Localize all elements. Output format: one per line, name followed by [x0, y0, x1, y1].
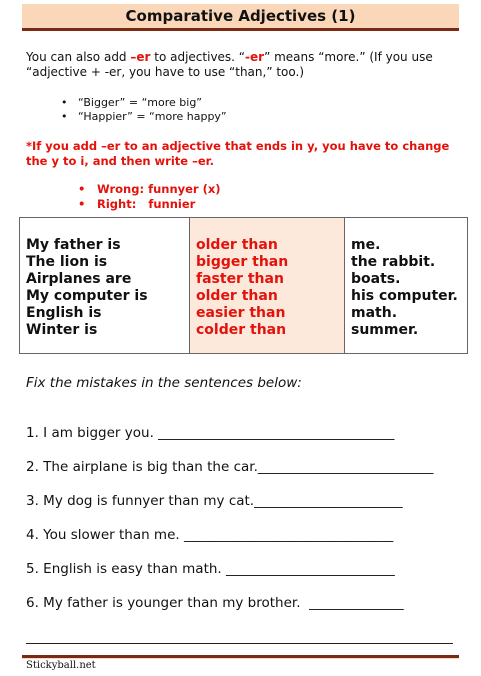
page-title: Comparative Adjectives (1) [22, 4, 459, 31]
exercise-item: 1. I am bigger you. ___________________________________ [26, 425, 395, 441]
table-cell: me. [351, 237, 381, 253]
wrong-example: • Wrong: funnyer (x) [97, 182, 221, 197]
exercise-item: 4. You slower than me. _______________________________ [26, 527, 394, 543]
table-cell: his computer. [351, 288, 458, 304]
table-cell: easier than [196, 305, 286, 321]
wrong-right-list [97, 182, 221, 212]
intro-text-1: You can also add [26, 50, 131, 64]
subject-column [20, 218, 190, 353]
comparative-column [190, 218, 345, 353]
table-cell: colder than [196, 322, 287, 338]
footer-divider [22, 655, 459, 659]
exercise-instruction: Fix the mistakes in the sentences below: [26, 375, 302, 391]
table-cell: bigger than [196, 254, 289, 270]
table-cell: faster than [196, 271, 284, 287]
table-cell: summer. [351, 322, 419, 338]
intro-text-2: to adjectives. “ [150, 50, 246, 64]
intro-er-1: –er [130, 50, 151, 64]
table-cell: boats. [351, 271, 401, 287]
table-cell: Winter is [26, 322, 98, 338]
intro-text-3: ” means “more.” (If you use “adjective + -er, you have to use “than,” too.) [26, 50, 433, 79]
answer-line [26, 643, 453, 644]
table-cell: English is [26, 305, 102, 321]
exercise-item: 5. English is easy than math. _________________________ [26, 561, 395, 577]
example-item: • “Happier” = “more happy” [78, 110, 227, 124]
intro-paragraph [26, 50, 456, 80]
exercise-item: 2. The airplane is big than the car.__________________________ [26, 459, 434, 475]
intro-er-2: -er [245, 50, 265, 64]
right-example: • Right: funnier [97, 197, 221, 212]
table-cell: the rabbit. [351, 254, 436, 270]
table-cell: older than [196, 288, 278, 304]
table-cell: My computer is [26, 288, 148, 304]
example-item: • “Bigger” = “more big” [78, 96, 227, 110]
exercise-item: 3. My dog is funnyer than my cat.______________________ [26, 493, 403, 509]
rule-note: *If you add –er to an adjective that ends in y, you have to change the y to i, and then write –er. [26, 139, 450, 168]
table-cell: My father is [26, 237, 121, 253]
example-list [78, 96, 227, 124]
footer-credit: Stickyball.net [26, 660, 96, 671]
table-cell: The lion is [26, 254, 108, 270]
exercise-item: 6. My father is younger than my brother. ______________ [26, 595, 404, 611]
table-cell: Airplanes are [26, 271, 132, 287]
table-cell: older than [196, 237, 278, 253]
object-column [345, 218, 467, 353]
comparison-table [19, 217, 468, 354]
table-cell: math. [351, 305, 398, 321]
